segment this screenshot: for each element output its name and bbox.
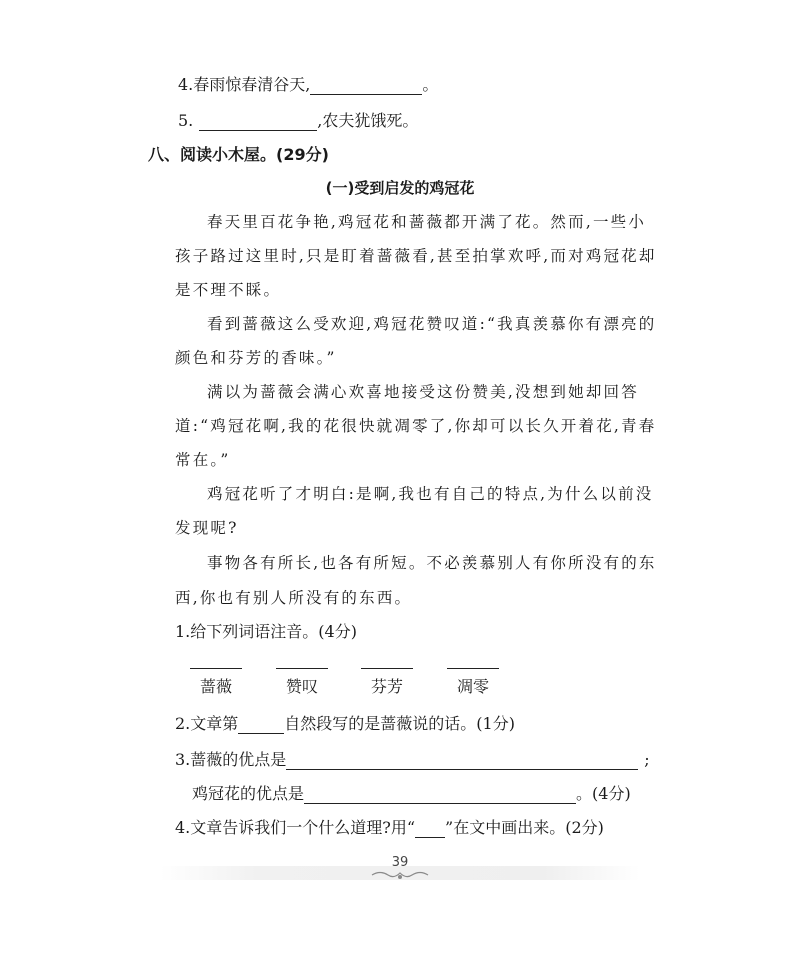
word-slot-3: [361, 668, 413, 697]
story-title: (一)受到启发的鸡冠花: [325, 179, 475, 197]
paragraph-4-line-1: 鸡冠花听了才明白:是啊,我也有自己的特点,为什么以前没: [207, 485, 654, 503]
question-3-line-2: [192, 784, 631, 804]
word-slot-1: [190, 668, 242, 697]
item-4-prefix: 4.春雨惊春清谷天,: [178, 75, 311, 94]
word-slot-4: [447, 668, 499, 697]
question-4-prefix: 4.文章告诉我们一个什么道理?用“: [175, 818, 416, 837]
question-2-prefix: 2.文章第: [175, 714, 239, 733]
paragraph-2-line-1: 看到蔷薇这么受欢迎,鸡冠花赞叹道:“我真羡慕你有漂亮的: [207, 315, 657, 333]
paragraph-5-line-2: 西,你也有别人所没有的东西。: [175, 589, 413, 607]
question-3-prefix: 3.蔷薇的优点是: [175, 750, 287, 769]
word-slot-2: [276, 668, 328, 697]
question-3-blank-2[interactable]: [304, 786, 576, 804]
item-5: [178, 111, 418, 131]
question-4: [175, 818, 604, 838]
question-4-suffix: ”在文中画出来。(2分): [445, 818, 604, 837]
question-2-blank[interactable]: [238, 716, 284, 734]
item-4-suffix: 。: [422, 75, 439, 94]
paragraph-1-line-2: 孩子路过这里时,只是盯着蔷薇看,甚至拍掌欢呼,而对鸡冠花却: [175, 247, 657, 265]
question-2: [175, 714, 515, 734]
section-heading: 八、阅读小木屋。(29分): [148, 145, 329, 164]
question-3-second-prefix: 鸡冠花的优点是: [192, 784, 305, 803]
question-3-suffix: 。(4分): [576, 784, 631, 803]
word-4: 凋零: [456, 677, 489, 696]
question-2-suffix: 自然段写的是蔷薇说的话。(1分): [284, 714, 515, 733]
word-3: 芬芳: [370, 677, 403, 696]
item-5-prefix: 5.: [178, 111, 194, 130]
paragraph-3-line-3: 常在。”: [175, 451, 231, 469]
item-5-blank[interactable]: [199, 113, 317, 131]
question-4-blank[interactable]: [415, 820, 445, 838]
question-3-sep: ;: [644, 750, 650, 769]
question-3-blank-1[interactable]: [286, 752, 638, 770]
question-1: 1.给下列词语注音。(4分): [175, 622, 357, 641]
paragraph-4-line-2: 发现呢?: [175, 519, 239, 537]
footer-ornament-icon: [370, 868, 430, 882]
pinyin-blank-1[interactable]: [190, 668, 242, 669]
paragraph-3-line-1: 满以为蔷薇会满心欢喜地接受这份赞美,没想到她却回答: [207, 383, 639, 401]
item-4: [178, 75, 438, 95]
paragraph-1-line-3: 是不理不睬。: [175, 281, 282, 299]
pinyin-blank-4[interactable]: [447, 668, 499, 669]
paragraph-5-line-1: 事物各有所长,也各有所短。不必羡慕别人有你所没有的东: [207, 554, 657, 572]
question-3-line-1: [175, 750, 650, 770]
paragraph-3-line-2: 道:“鸡冠花啊,我的花很快就凋零了,你却可以长久开着花,青春: [175, 417, 657, 435]
pinyin-blank-3[interactable]: [361, 668, 413, 669]
page-number: 39: [391, 855, 409, 870]
paragraph-1-line-1: 春天里百花争艳,鸡冠花和蔷薇都开满了花。然而,一些小: [207, 213, 647, 231]
word-2: 赞叹: [285, 677, 318, 696]
pinyin-blank-2[interactable]: [276, 668, 328, 669]
item-4-blank[interactable]: [310, 77, 422, 95]
paragraph-2-line-2: 颜色和芬芳的香味。”: [175, 349, 337, 367]
item-5-suffix: ,农夫犹饿死。: [317, 111, 419, 130]
word-1: 蔷薇: [199, 677, 232, 696]
